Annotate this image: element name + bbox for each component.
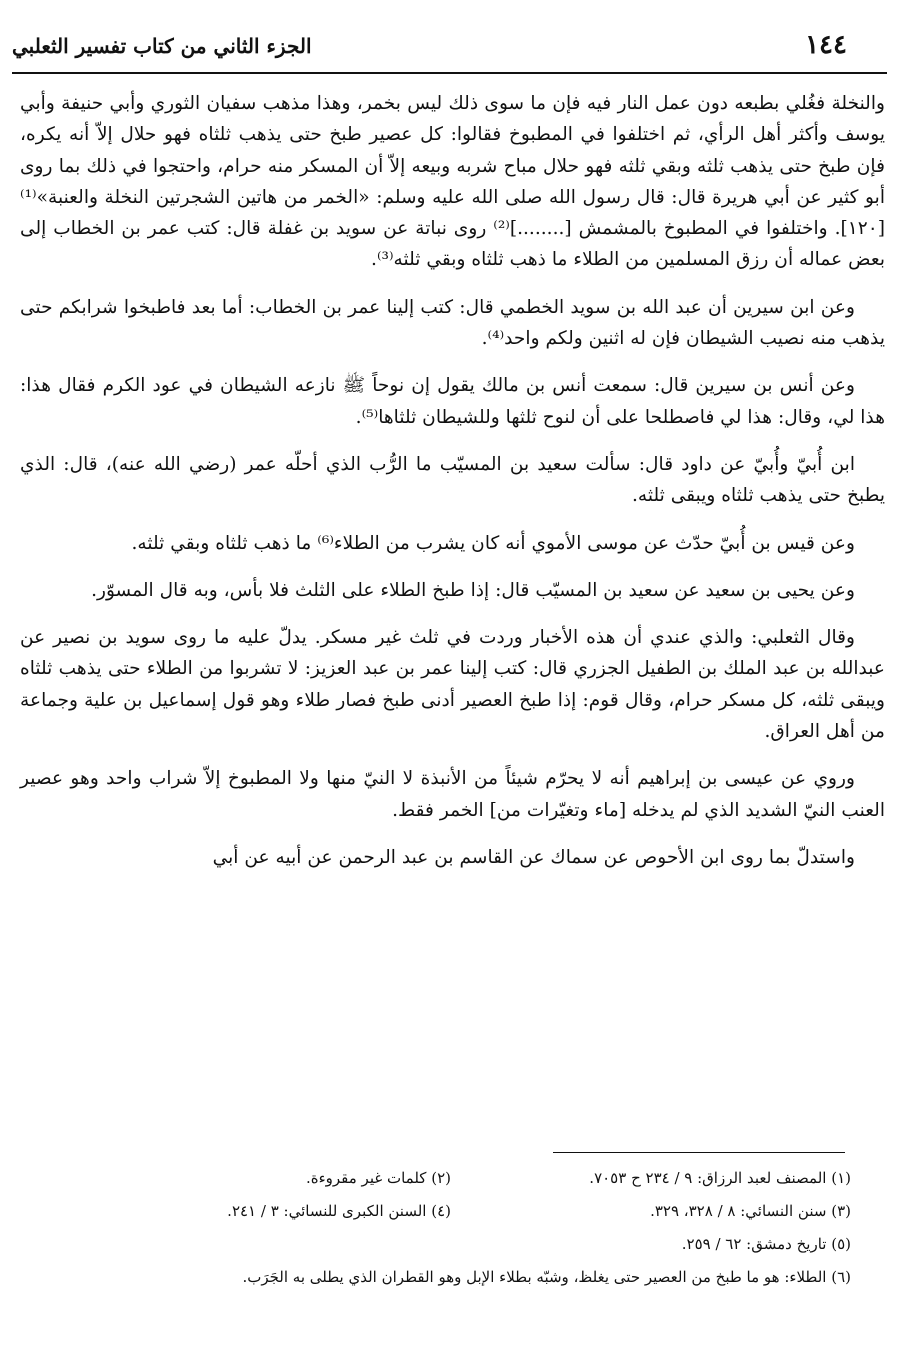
footnote-4: (٤) السنن الكبرى للنسائي: ٣ / ٢٤١. — [227, 1202, 451, 1220]
footnote-6: (٦) الطلاء: هو ما طبخ من العصير حتى يغلظ، وشبّه بطلاء الإبل وهو القطران الذي يطلى به الجَرَب. — [242, 1268, 851, 1286]
footnote-row — [30, 1195, 851, 1228]
page-number: ١٤٤ — [805, 30, 847, 60]
footnote-row — [30, 1162, 851, 1195]
paragraph: والنخلة فغُلي بطبعه دون عمل النار فيه فإن ما سوى ذلك ليس بخمر، وهذا مذهب سفيان الثوري وأبي حنيفة وأبي يوسف وأكثر أهل الرأي، ثم اختلفوا في المطبوخ فقالوا: كل عصير طبخ حتى يذهب ثلثاه فهو حلال إلاّ أنه يكره، فإن طبخ حتى يذهب ثلثه وبقي ثلثه فهو حلال مباح شربه وبيعه إلاّ أن المسكر منه حرام، واحتجوا في ذلك بما روى أبو كثير عن أبي هريرة قال: قال رسول الله صلى الله عليه وسلم: «الخمر من هاتين الشجرتين النخلة والعنبة»⁽¹⁾ [١٢٠]. واختلفوا في المطبوخ بالمشمش [........]⁽²⁾ روى نباتة عن سويد بن غفلة قال: كتب عمر بن الخطاب إلى بعض عماله أن رزق المسلمين من الطلاء ما ذهب ثلثاه وبقي ثلثه⁽³⁾. — [20, 93, 885, 271]
paragraph: وعن أنس بن سيرين قال: سمعت أنس بن مالك يقول إن نوحاً ﷺ نازعه الشيطان في عود الكرم فقال هذا: هذا لي، وقال: هذا لي فاصطلحا على أن لنوح ثلثها وللشيطان ثلثاها⁽⁵⁾. — [20, 375, 885, 428]
paragraph: وعن يحيى بن سعيد عن سعيد بن المسيّب قال: إذا طبخ الطلاء على الثلث فلا بأس، وبه قال المسوّر. — [91, 579, 855, 601]
footnote-1: (١) المصنف لعبد الرزاق: ٩ / ٢٣٤ ح ٧٠٥٣. — [589, 1169, 851, 1187]
footnote-divider — [553, 1152, 845, 1153]
footnote-row — [30, 1228, 851, 1261]
paragraph: واستدلّ بما روى ابن الأحوص عن سماك عن القاسم بن عبد الرحمن عن أبيه عن أبي — [212, 846, 855, 868]
footnote-row — [30, 1261, 851, 1294]
footnote-2: (٢) كلمات غير مقروءة. — [305, 1169, 451, 1187]
paragraph: وعن قيس بن أُبيّ حدّث عن موسى الأموي أنه كان يشرب من الطلاء⁽⁶⁾ ما ذهب ثلثاه وبقي ثلثه. — [131, 532, 855, 554]
main-text — [20, 88, 885, 889]
paragraph: وعن ابن سيرين أن عبد الله بن سويد الخطمي قال: كتب إلينا عمر بن الخطاب: أما بعد فاطبخوا شرابكم حتى يذهب منه نصيب الشيطان فإن له اثنين ولكم واحد⁽⁴⁾. — [20, 296, 885, 350]
paragraph: وروي عن عيسى بن إبراهيم أنه لا يحرّم شيئاً من الأنبذة لا النيّ منها ولا المطبوخ إلاّ شراب واحد وهو عصير العنب النيّ الشديد الذي لم يدخله [ماء وتغيّرات من] الخمر فقط. — [20, 768, 885, 821]
running-title: الجزء الثاني من كتاب تفسير الثعلبي — [12, 34, 312, 58]
footnotes — [30, 1162, 851, 1294]
footnote-5: (٥) تاريخ دمشق: ٦٢ / ٢٥٩. — [681, 1235, 851, 1253]
page-header — [12, 28, 887, 74]
paragraph: وقال الثعلبي: والذي عندي أن هذه الأخبار وردت في ثلث غير مسكر. يدلّ عليه ما روى سويد بن نصير عن عبدالله بن عبد الملك بن الطفيل الجزري قال: كتب إلينا عمر بن عبد العزيز: لا تشربوا من الطلاء حتى يذهب ثلثاه ويبقى ثلثه، كل مسكر حرام، وقال قوم: إذا طبخ العصير أدنى طبخ فصار طلاء وهو قول إسماعيل بن علية وجماعة من أهل العراق. — [20, 627, 885, 743]
paragraph: ابن أُبيّ وأُبيّ عن داود قال: سألت سعيد بن المسيّب ما الرُّب الذي أحلّه عمر (رضي الله عنه)، قال: الذي يطبخ حتى يذهب ثلثاه ويبقى ثلثه. — [20, 453, 885, 507]
footnote-3: (٣) سنن النسائي: ٨ / ٣٢٨، ٣٢٩. — [650, 1202, 851, 1220]
